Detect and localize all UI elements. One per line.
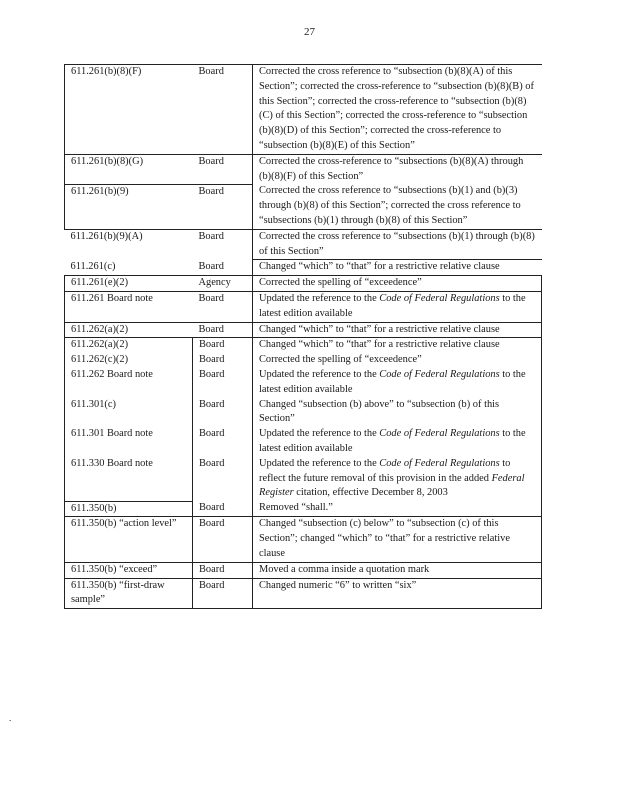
section-cell: 611.261(c) [70,260,116,272]
section-cell: 611.262(a)(2) [65,338,193,353]
action-cell: Corrected the spelling of “exceedence” [253,353,542,368]
table-row [65,184,542,229]
table-row [65,338,542,353]
source-cell: Board [193,427,253,457]
table-row [65,457,542,501]
action-cell: Corrected the cross reference to “subsections (b)(1) through (b)(8) of this Section” [253,229,542,260]
table-row [65,427,542,457]
section-cell: 611.261(b)(8)(G) [65,154,193,184]
action-cell: Moved a comma inside a quotation mark [253,562,542,578]
action-cell: Corrected the spelling of “exceedence” [253,276,542,292]
action-cell [253,368,542,398]
source-cell: Board [193,338,253,353]
source-cell: Board [193,322,253,338]
action-cell: Corrected the cross reference to “subsections (b)(1) and (b)(3) through (b)(8) of this Section”; corrected the cross reference to “subsections (b)(1) through (b)(8) of this Section” [253,184,542,229]
table-row [65,368,542,398]
table-row [65,229,542,260]
section-cell: 611.262 Board note [65,368,193,398]
action-cell: Corrected the cross-reference to “subsections (b)(8)(A) through (b)(8)(F) of this Section” [253,154,542,184]
action-cell [253,457,542,501]
source-cell: Board [193,353,253,368]
action-text: to reflect the future removal of this provision in the added [259,457,511,484]
section-cell: 611.261(b)(8)(F) [65,65,193,155]
action-cell [253,427,542,457]
source-cell: Board [193,398,253,428]
table-row [65,517,542,562]
action-text: Updated the reference to the [259,457,380,469]
source-cell: Board [193,154,253,184]
action-cell: Removed “shall.” [253,501,542,517]
source-cell: Agency [193,276,253,292]
action-text: to the latest edition available [259,368,526,395]
federal-register-title: Federal Register [259,472,525,499]
cfr-title: Code of Federal Regulations [379,457,500,469]
action-text: to the latest edition available [259,292,526,319]
source-cell: Board [193,368,253,398]
section-cell: 611.350(b) “action level” [65,517,193,562]
table-row [65,260,542,276]
section-cell: 611.261 Board note [65,291,193,322]
table-row [65,398,542,428]
action-text: Updated the reference to the [259,428,380,440]
cfr-title: Code of Federal Regulations [379,368,500,380]
action-cell: Changed numeric “6” to written “six” [253,578,542,609]
section-cell: 611.261(b)(9)(A) [70,230,143,242]
table-row [65,322,542,338]
source-cell: Board [193,562,253,578]
section-cell: 611.350(b) “first-draw sample” [65,578,193,609]
table-row [65,291,542,322]
action-cell: Corrected the cross reference to “subsection (b)(8)(A) of this Section”; corrected the cross-reference to “subsection (b)(8)(B) of this Section”; corrected the cross-reference to “subsection (b)(8)(C) of this Section”; corrected the cross-reference to “subsection (b)(8)(D) of this Section”; corrected the cross-reference to “subsection (b)(8)(E) of this Section” [253,65,542,155]
section-cell: 611.330 Board note [65,457,193,501]
cfr-title: Code of Federal Regulations [379,292,500,304]
action-text: citation, effective December 8, 2003 [293,487,448,499]
table-row [65,154,542,184]
section-cell: 611.262(c)(2) [65,353,193,368]
changes-table [64,64,542,609]
action-cell: Changed “which” to “that” for a restrictive relative clause [253,322,542,338]
source-cell: Board [193,184,253,229]
source-cell: Board [193,517,253,562]
source-cell: Board [198,230,224,242]
action-cell: Changed “subsection (c) below” to “subsection (c) of this Section”; changed “which” to “that” for a restrictive relative clause [253,517,542,562]
table-row [65,65,542,155]
source-cell: Board [193,291,253,322]
table-row [65,578,542,609]
table-row [65,501,542,517]
action-cell: Changed “which” to “that” for a restrictive relative clause [253,260,542,276]
section-cell: 611.261(b)(9) [65,184,193,229]
section-cell: 611.350(b) “exceed” [65,562,193,578]
section-cell: 611.350(b) [65,501,193,517]
action-cell: Changed “which” to “that” for a restrictive relative clause [253,338,542,353]
page-number: 27 [304,26,315,38]
source-cell: Board [198,260,224,272]
source-cell: Board [193,457,253,501]
table-row [65,276,542,292]
source-cell: Board [193,501,253,517]
action-text: Updated the reference to the [259,368,380,380]
scan-speck: . [9,713,12,723]
source-cell: Board [193,578,253,609]
action-text: Updated the reference to the [259,292,380,304]
action-cell [253,291,542,322]
action-text: to the latest edition available [259,428,526,454]
table-row [65,353,542,368]
table-row [65,562,542,578]
section-cell: 611.301 Board note [65,427,193,457]
section-cell: 611.262(a)(2) [65,322,193,338]
action-cell: Changed “subsection (b) above” to “subsection (b) of this Section” [253,398,542,428]
section-cell: 611.301(c) [65,398,193,428]
cfr-title: Code of Federal Regulations [379,428,500,440]
source-cell: Board [193,65,253,155]
section-cell: 611.261(e)(2) [65,276,193,292]
